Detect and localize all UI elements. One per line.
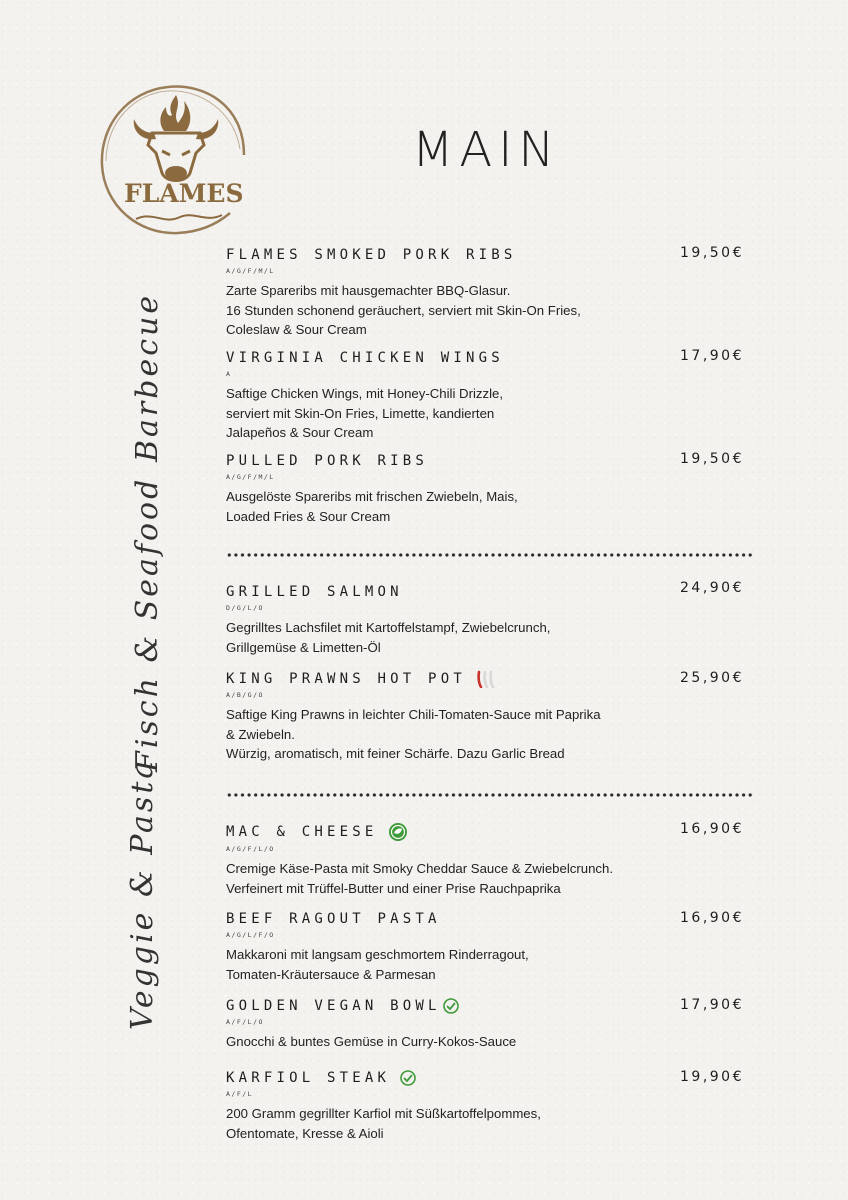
item-name: GOLDEN VEGAN BOWL bbox=[226, 998, 441, 1014]
menu-item bbox=[226, 670, 756, 764]
menu-item bbox=[226, 452, 756, 526]
item-allergens: A/G/F/L/O bbox=[226, 845, 275, 853]
section-label-fish-seafood: Fisch & Seafood bbox=[130, 476, 165, 772]
item-allergens: A/F/L bbox=[226, 1090, 254, 1098]
item-description: Saftige Chicken Wings, mit Honey-Chili Drizzle, serviert mit Skin-On Fries, Limette, kandierten Jalapeños & Sour Cream bbox=[226, 386, 504, 440]
item-description: Cremige Käse-Pasta mit Smoky Cheddar Sauce & Zwiebelcrunch. Verfeinert mit Trüffel-Butter und einer Prise Rauchpaprika bbox=[226, 861, 613, 896]
chili-icon bbox=[476, 670, 496, 688]
item-price: 24,90€ bbox=[680, 580, 744, 596]
item-description: Gegrilltes Lachsfilet mit Kartoffelstampf, Zwiebelcrunch, Grillgemüse & Limetten-Öl bbox=[226, 620, 551, 655]
flames-logo bbox=[94, 75, 254, 240]
menu-item bbox=[226, 997, 756, 1052]
item-name: FLAMES SMOKED PORK RIBS bbox=[226, 247, 517, 263]
item-description: Makkaroni mit langsam geschmortem Rinderragout, Tomaten-Kräutersauce & Parmesan bbox=[226, 947, 529, 982]
section-divider bbox=[226, 552, 754, 558]
item-description: Gnocchi & buntes Gemüse in Curry-Kokos-Sauce bbox=[226, 1034, 517, 1049]
item-description: 200 Gramm gegrillter Karfiol mit Süßkartoffelpommes, Ofentomate, Kresse & Aioli bbox=[226, 1106, 541, 1141]
item-allergens: A/B/G/O bbox=[226, 691, 264, 699]
item-description: Ausgelöste Spareribs mit frischen Zwiebeln, Mais, Loaded Fries & Sour Cream bbox=[226, 489, 518, 524]
item-price: 17,90€ bbox=[680, 348, 744, 364]
menu-item bbox=[226, 349, 756, 443]
section-label-veggie-pasta: Veggie & Pasta bbox=[125, 757, 160, 1030]
item-description: Saftige King Prawns in leichter Chili-Tomaten-Sauce mit Paprika & Zwiebeln. Würzig, aromatisch, mit feiner Schärfe. Dazu Garlic Bread bbox=[226, 707, 601, 761]
item-name: BEEF RAGOUT PASTA bbox=[226, 911, 441, 927]
page-title: MAIN bbox=[412, 122, 561, 178]
menu-item bbox=[226, 1069, 756, 1143]
item-price: 16,90€ bbox=[680, 821, 744, 837]
menu-item bbox=[226, 583, 756, 657]
item-allergens: A bbox=[226, 370, 232, 378]
vegan-icon bbox=[400, 1070, 416, 1086]
item-name: MAC & CHEESE bbox=[226, 824, 378, 840]
section-divider bbox=[226, 792, 754, 798]
section-label-barbecue: Barbecue bbox=[130, 292, 165, 462]
item-allergens: A/G/F/M/L bbox=[226, 267, 275, 275]
item-price: 16,90€ bbox=[680, 910, 744, 926]
item-price: 19,50€ bbox=[680, 245, 744, 261]
item-price: 17,90€ bbox=[680, 997, 744, 1013]
menu-item bbox=[226, 910, 756, 984]
vegetarian-icon bbox=[388, 822, 408, 842]
item-price: 19,90€ bbox=[680, 1069, 744, 1085]
vegan-icon bbox=[443, 998, 459, 1014]
item-allergens: D/G/L/O bbox=[226, 604, 264, 612]
item-name: PULLED PORK RIBS bbox=[226, 453, 429, 469]
item-name: KARFIOL STEAK bbox=[226, 1070, 391, 1086]
item-allergens: A/F/L/O bbox=[226, 1018, 264, 1026]
item-allergens: A/G/L/F/O bbox=[226, 931, 275, 939]
menu-item bbox=[226, 246, 756, 340]
logo-wordmark: FLAMES bbox=[124, 179, 244, 208]
item-name: KING PRAWNS HOT POT bbox=[226, 671, 466, 687]
smoke-swirl bbox=[134, 211, 224, 225]
item-price: 25,90€ bbox=[680, 670, 744, 686]
menu-item bbox=[226, 822, 756, 898]
item-name: VIRGINIA CHICKEN WINGS bbox=[226, 350, 504, 366]
item-allergens: A/G/F/M/L bbox=[226, 473, 275, 481]
item-name: GRILLED SALMON bbox=[226, 584, 403, 600]
item-price: 19,50€ bbox=[680, 451, 744, 467]
item-description: Zarte Spareribs mit hausgemachter BBQ-Glasur. 16 Stunden schonend geräuchert, serviert mit Skin-On Fries, Coleslaw & Sour Cream bbox=[226, 283, 581, 337]
